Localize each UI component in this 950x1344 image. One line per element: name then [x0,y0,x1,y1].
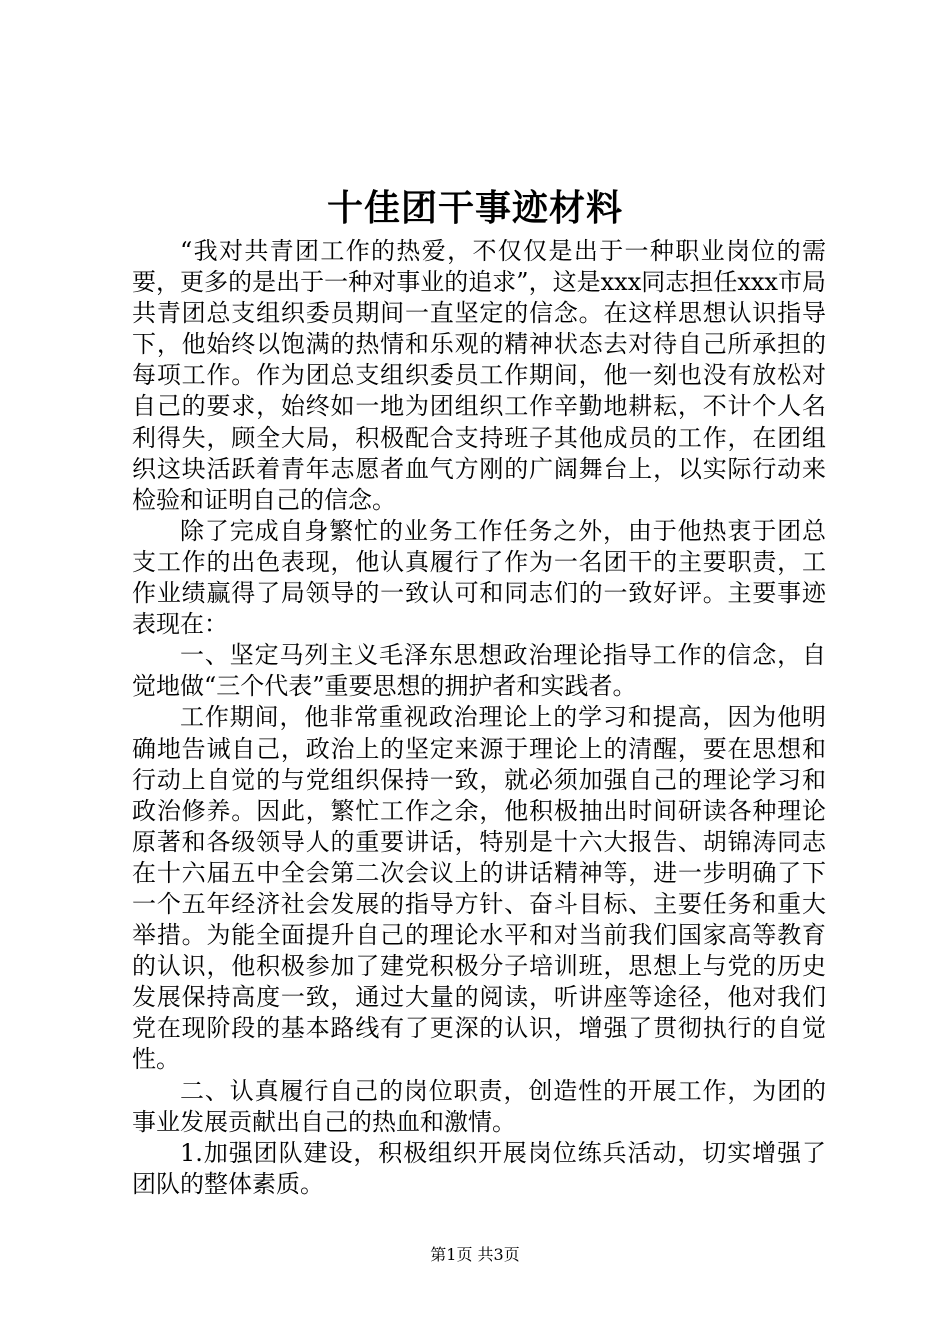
paragraph-heading-two: 二、认真履行自己的岗位职责，创造性的开展工作，为团的事业发展贡献出自己的热血和激情。 [132,1076,826,1136]
paragraph-theory-study: 工作期间，他非常重视政治理论上的学习和提高，因为他明确地告诫自己，政治上的坚定来源于理论上的清醒，要在思想和行动上自觉的与党组织保持一致，就必须加强自己的理论学习和政治修养。因此，繁忙工作之余，他积极抽出时间研读各种理论原著和各级领导人的重要讲话，特别是十六大报告、胡锦涛同志在十六届五中全会第二次会议上的讲话精神等，进一步明确了下一个五年经济社会发展的指导方针、奋斗目标、主要任务和重大举措。为能全面提升自己的理论水平和对当前我们国家高等教育的认识，他积极参加了建党积极分子培训班，思想上与党的历史发展保持高度一致，通过大量的阅读，听讲座等途径，他对我们党在现阶段的基本路线有了更深的认识，增强了贯彻执行的自觉性。 [132,703,826,1074]
page-footer: 第1页 共3页 [430,1245,520,1264]
paragraph-heading-one: 一、坚定马列主义毛泽东思想政治理论指导工作的信念，自觉地做“三个代表”重要思想的拥护者和实践者。 [132,641,826,701]
paragraph-intro: “我对共青团工作的热爱，不仅仅是出于一种职业岗位的需要，更多的是出于一种对事业的追求”，这是xxx同志担任xxx市局共青团总支组织委员期间一直坚定的信念。在这样思想认识指导下，他始终以饱满的热情和乐观的精神状态去对待自己所承担的每项工作。作为团总支组织委员工作期间，他一刻也没有放松对自己的要求，始终如一地为团组织工作辛勤地耕耘，不计个人名利得失，顾全大局，积极配合支持班子其他成员的工作，在团组织这块活跃着青年志愿者血气方刚的广阔舞台上，以实际行动来检验和证明自己的信念。 [132,237,826,514]
paragraph-item-one: 1.加强团队建设，积极组织开展岗位练兵活动，切实增强了团队的整体素质。 [132,1138,826,1198]
document-body [132,236,826,1200]
paragraph-summary: 除了完成自身繁忙的业务工作任务之外，由于他热衷于团总支工作的出色表现，他认真履行了作为一名团干的主要职责，工作业绩赢得了局领导的一致认可和同志们的一致好评。主要事迹表现在： [132,516,826,639]
document-title: 十佳团干事迹材料 [326,187,623,229]
